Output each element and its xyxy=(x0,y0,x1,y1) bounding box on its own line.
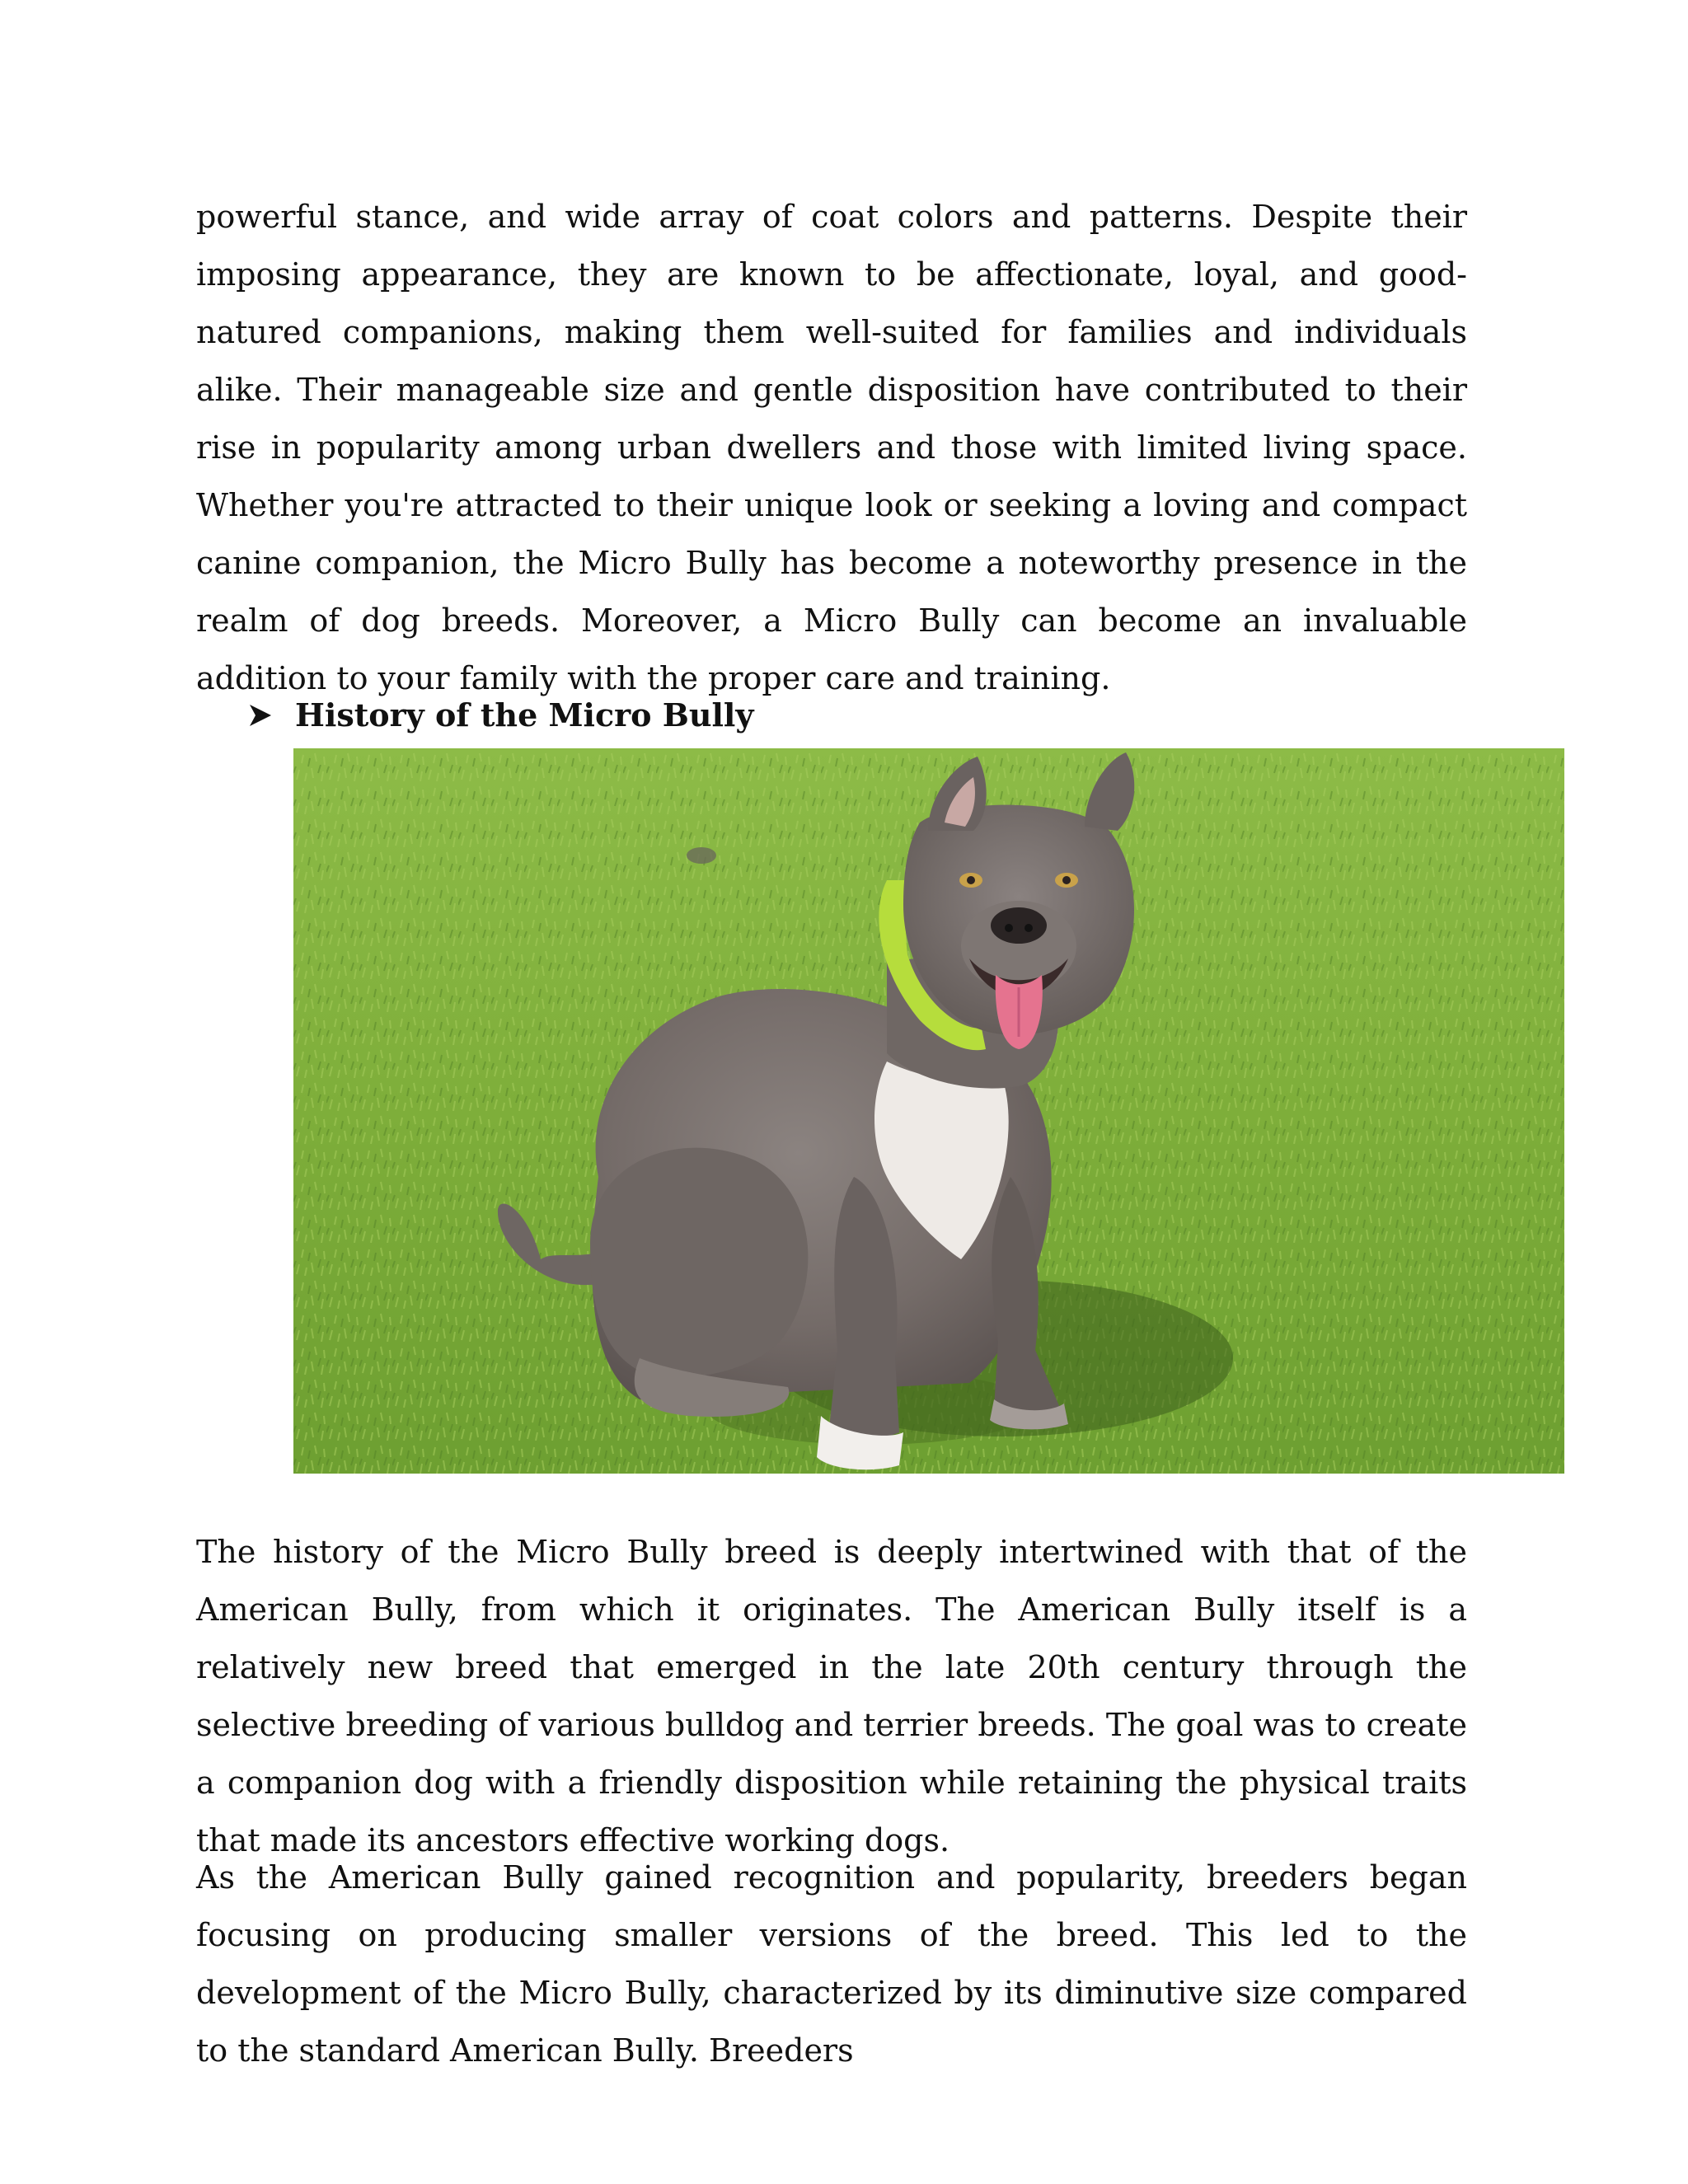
section-heading: History of the Micro Bully xyxy=(295,696,754,733)
intro-paragraph: powerful stance, and wide array of coat colors and patterns. Despite their imposing appearance, they are known to be affectionate, loyal, and good-natured companions, making them well-suited for families and individuals alike. Their manageable size and gentle disposition have contributed to their rise in popularity among urban dwellers and those with limited living space. Whether you're attracted to their unique look or seeking a loving and compact canine companion, the Micro Bully has become a noteworthy presence in the realm of dog breeds. Moreover, a Micro Bully can become an invaluable addition to your family with the proper care and training. xyxy=(196,199,1467,696)
dog-photo xyxy=(293,748,1564,1474)
arrowhead-bullet-icon xyxy=(247,702,274,729)
section-bullet xyxy=(247,691,753,740)
history-paragraph-1: The history of the Micro Bully breed is deeply intertwined with that of the American Bully, from which it originates. The American Bully itself is a relatively new breed that emerged in the late 20th century through the selective breeding of various bulldog and terrier breeds. The goal was to create a companion dog with a friendly disposition while retaining the physical traits that made its ancestors effective working dogs. xyxy=(196,1534,1467,1858)
history-paragraph-2: As the American Bully gained recognition and popularity, breeders began focusing on producing smaller versions of the breed. This led to the development of the Micro Bully, characterized by its diminutive size compared to the standard American Bully. Breeders xyxy=(196,1859,1467,2069)
